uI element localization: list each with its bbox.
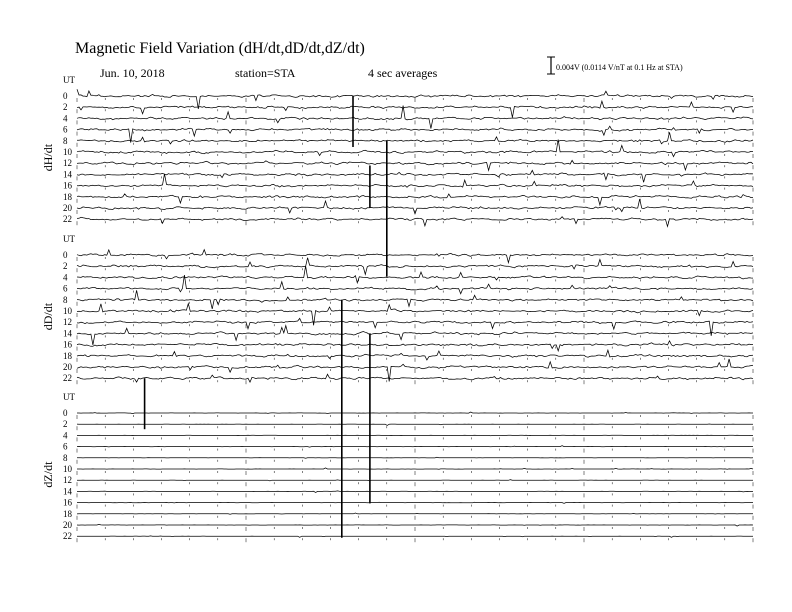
trace-hour-label: 2 <box>63 419 68 430</box>
trace-hour-label: 10 <box>63 306 72 316</box>
trace-ticks <box>77 426 753 430</box>
trace-ticks <box>77 505 753 509</box>
variation-trace <box>77 502 753 503</box>
trace-ticks <box>77 471 753 475</box>
trace-ticks <box>77 257 753 261</box>
panel-dhdt <box>41 75 753 227</box>
panel-label: dD/dt <box>41 302 55 331</box>
trace-hour-label: 16 <box>63 339 72 350</box>
trace-ticks <box>77 538 753 542</box>
variation-trace <box>77 468 753 469</box>
trace-hour-label: 6 <box>63 283 68 294</box>
trace-hour-label: 10 <box>63 147 72 157</box>
variation-trace <box>77 536 753 537</box>
trace-ticks <box>77 279 753 283</box>
trace-ticks <box>77 176 753 180</box>
trace-ticks <box>77 460 753 464</box>
trace-hour-label: 2 <box>63 261 68 272</box>
trace-hour-label: 18 <box>63 191 72 202</box>
trace-ticks <box>77 143 753 147</box>
trace-ticks <box>77 335 753 339</box>
panel-dddt <box>41 234 753 384</box>
trace-hour-label: 4 <box>63 272 68 283</box>
variation-trace <box>77 170 753 182</box>
panel-dzdt <box>41 392 753 542</box>
variation-trace <box>77 457 753 458</box>
variation-trace <box>77 424 753 425</box>
trace-ticks <box>77 98 753 102</box>
trace-hour-label: 2 <box>63 102 68 113</box>
trace-hour-label: 10 <box>63 464 72 474</box>
trace-ticks <box>77 291 753 295</box>
trace-ticks <box>77 154 753 158</box>
variation-trace <box>77 412 753 414</box>
trace-ticks <box>77 132 753 136</box>
trace-hour-label: 8 <box>63 294 68 305</box>
trace-ticks <box>77 188 753 192</box>
scale-note: 0.004V (0.0114 V/nT at 0.1 Hz at STA) <box>556 63 683 72</box>
variation-trace <box>77 446 753 447</box>
scale-bar <box>547 57 555 74</box>
variation-trace <box>77 480 753 481</box>
trace-hour-label: 14 <box>63 328 72 339</box>
chart-title: Magnetic Field Variation (dH/dt,dD/dt,dZ/dt) <box>75 40 365 57</box>
variation-trace <box>77 513 753 514</box>
trace-ticks <box>77 302 753 306</box>
variation-trace <box>77 326 753 345</box>
trace-hour-label: 0 <box>63 408 68 418</box>
trace-ticks <box>77 324 753 328</box>
trace-hour-label: 0 <box>63 91 68 101</box>
trace-hour-label: 22 <box>63 373 72 384</box>
variation-trace <box>77 174 753 188</box>
trace-hour-label: 16 <box>63 497 72 508</box>
trace-hour-label: 8 <box>63 452 68 463</box>
trace-ticks <box>77 516 753 520</box>
trace-hour-label: 4 <box>63 113 68 124</box>
trace-ticks <box>77 347 753 351</box>
ut-label: UT <box>63 75 75 85</box>
trace-ticks <box>77 221 753 225</box>
trace-hour-label: 0 <box>63 250 68 260</box>
trace-ticks <box>77 313 753 317</box>
trace-ticks <box>77 358 753 362</box>
trace-hour-label: 8 <box>63 135 68 146</box>
trace-ticks <box>77 380 753 384</box>
ut-label: UT <box>63 392 75 402</box>
trace-hour-label: 12 <box>63 317 72 328</box>
trace-ticks <box>77 369 753 373</box>
panel-label: dH/dt <box>41 143 55 172</box>
trace-hour-label: 18 <box>63 508 72 519</box>
trace-hour-label: 16 <box>63 180 72 191</box>
trace-ticks <box>77 165 753 169</box>
trace-hour-label: 6 <box>63 124 68 135</box>
ut-label: UT <box>63 234 75 244</box>
trace-ticks <box>77 482 753 486</box>
variation-trace <box>77 106 753 129</box>
panel-label: dZ/dt <box>41 461 55 488</box>
trace-ticks <box>77 120 753 124</box>
trace-hour-label: 12 <box>63 158 72 169</box>
date-label: Jun. 10, 2018 <box>100 66 165 80</box>
variation-trace <box>77 491 753 493</box>
trace-hour-label: 4 <box>63 430 68 441</box>
trace-hour-label: 6 <box>63 441 68 452</box>
variation-trace <box>77 524 753 526</box>
trace-ticks <box>77 527 753 531</box>
trace-hour-label: 20 <box>63 520 72 530</box>
trace-hour-label: 12 <box>63 475 72 486</box>
trace-ticks <box>77 199 753 203</box>
averaging-label: 4 sec averages <box>368 66 438 80</box>
trace-hour-label: 18 <box>63 350 72 361</box>
trace-hour-label: 22 <box>63 214 72 225</box>
trace-ticks <box>77 268 753 272</box>
trace-ticks <box>77 437 753 441</box>
panels-layer <box>41 75 753 542</box>
trace-ticks <box>77 109 753 113</box>
trace-hour-label: 20 <box>63 362 72 372</box>
station-label: station=STA <box>235 66 296 80</box>
trace-ticks <box>77 493 753 497</box>
trace-hour-label: 22 <box>63 531 72 542</box>
trace-hour-label: 14 <box>63 486 72 497</box>
trace-hour-label: 14 <box>63 169 72 180</box>
trace-ticks <box>77 449 753 453</box>
trace-hour-label: 20 <box>63 203 72 213</box>
trace-ticks <box>77 415 753 419</box>
